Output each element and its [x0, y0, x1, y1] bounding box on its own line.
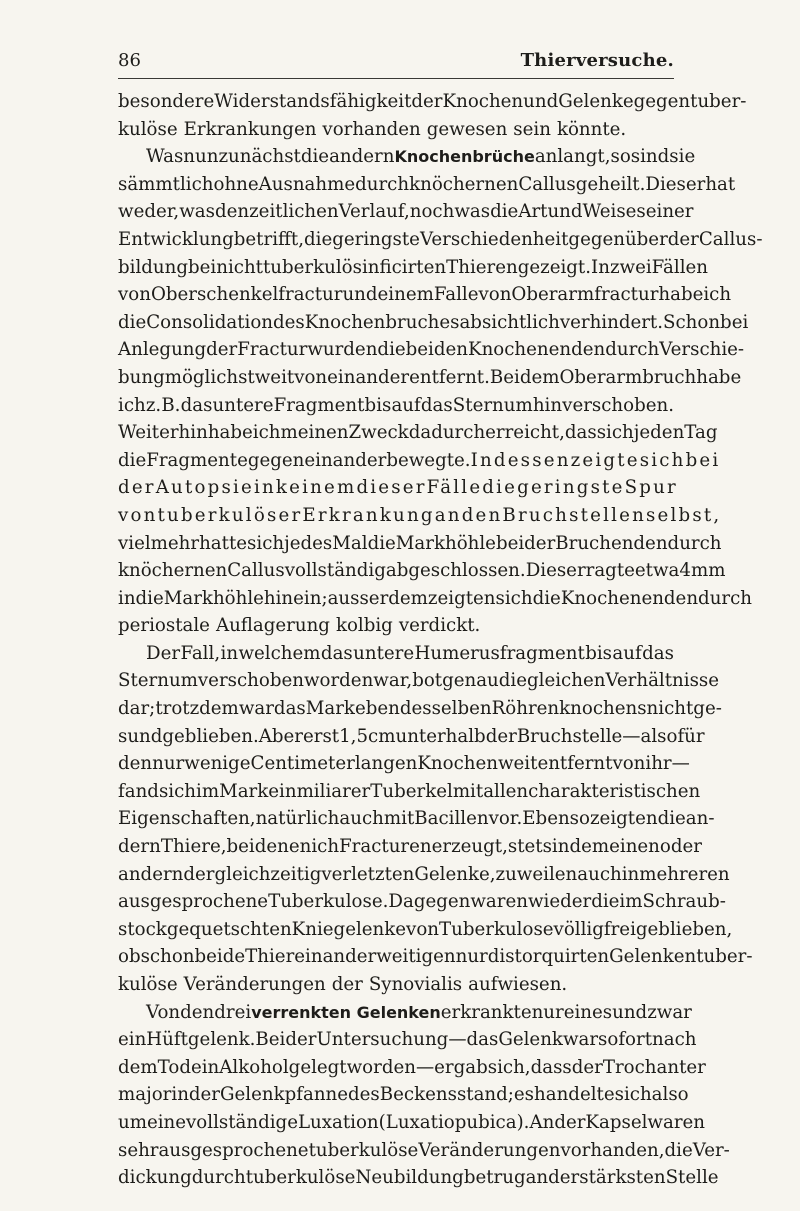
text-line: weder, was den zeitlichen Verlauf, noch was die Art und Weise seiner [118, 201, 694, 223]
text-line: fand sich im Mark ein miliarer Tuberkel mit allen charakteristischen [118, 780, 701, 802]
text-line: Eigenschaften, natürlich auch mit Bacillen vor. Ebenso zeigten die an- [118, 808, 715, 830]
text-line: um eine vollständige Luxation (Luxatio pubica). An der Kapsel waren [118, 1111, 706, 1133]
text-line: knöchernen Callus vollständig abgeschlossen. Dieser ragte etwa 4 mm [118, 560, 726, 582]
text-line: Entwicklung betrifft, die geringste Verschiedenheit gegenüber der Callus- [118, 228, 763, 250]
text-line: ich z. B. das untere Fragment bis auf das Sternum hin verschoben. [118, 394, 674, 416]
text-line: andern der gleichzeitig verletzten Gelenke, zuweilen auch in mehreren [118, 863, 730, 885]
text-line: dickung durch tuberkulöse Neubildung betrug an der stärksten Stelle [118, 1167, 719, 1189]
text-line: periostale Auflagerung kolbig verdickt. [118, 615, 481, 637]
text-line: sehr ausgesprochene tuberkulöse Veränderungen vorhanden, die Ver- [118, 1139, 730, 1161]
text-line: Von den drei verrenkten Gelenken erkrankte nur eines und zwar [146, 1001, 692, 1023]
text-line: ein Hüftgelenk. Bei der Untersuchung — das Gelenk war sofort nach [118, 1029, 697, 1051]
text-line: von tuberkulöser Erkrankung an den Bruchstellen selbst, [118, 504, 722, 526]
running-head [118, 50, 674, 79]
text-line: ausgesprochene Tuberkulose. Dagegen waren wieder die im Schraub- [118, 891, 726, 913]
text-line: major in der Gelenkpfanne des Beckens stand; es handelte sich also [118, 1084, 689, 1106]
text-line: in die Markhöhle hinein; ausserdem zeigten sich die Knochenenden durch [118, 587, 752, 609]
page-title: Thierversuche. [520, 50, 674, 71]
text-line: dem Tode in Alkohol gelegt worden — ergab sich, dass der Trochanter [118, 1056, 706, 1078]
text-line: sämmtlich ohne Ausnahme durch knöchernen Callus geheilt. Dieser hat [118, 173, 736, 195]
text-line: bildung bei nicht tuberkulös inficirten Thieren gezeigt. In zwei Fällen [118, 256, 709, 278]
text-line: dar; trotzdem war das Mark eben desselben Röhrenknochens nicht ge- [118, 698, 722, 720]
text-line: kulöse Veränderungen der Synovialis aufwiesen. [118, 974, 568, 995]
text-line: obschon beide Thiere in anderweitigen nur distorquirten Gelenken tuber- [118, 946, 753, 968]
text-line: der Autopsie in keinem dieser Fälle die geringste Spur [118, 477, 678, 499]
text-line: sund geblieben. Aber erst 1,5 cm unterhalb der Bruchstelle — also für [118, 725, 705, 747]
body-text [118, 88, 763, 1192]
text-line: die Consolidation des Knochenbruches absichtlich verhindert. Schon bei [118, 311, 749, 333]
text-line: bung möglichst weit von einander entfernt. Bei dem Oberarmbruch habe [118, 366, 742, 388]
text-line: dern Thiere, bei denen ich Fracturen erzeugt, stets in dem einen oder [118, 836, 702, 858]
text-line: kulöse Erkrankungen vorhanden gewesen sein könnte. [118, 118, 627, 140]
text-line: Weiterhin habe ich meinen Zweck dadurch erreicht, dass ich jeden Tag [118, 422, 718, 444]
page-number: 86 [118, 50, 141, 71]
text-line: vielmehr hatte sich jedes Mal die Markhöhle beider Bruchenden durch [118, 532, 722, 554]
text-line: Der Fall, in welchem das untere Humerusfragment bis auf das [146, 642, 674, 664]
text-line: von Oberschenkelfractur und einem Falle von Oberarmfractur habe ich [118, 284, 732, 306]
text-line: Anlegung der Fractur wurden die beiden Knochenenden durch Verschie- [118, 339, 745, 361]
text-line: besondere Widerstandsfähigkeit der Knochen und Gelenke gegen tuber- [118, 91, 747, 112]
text-line: Was nun zunächst die andern Knochenbrüche anlangt, so sind sie [146, 146, 696, 168]
text-line: Sternum verschoben worden war, bot genau die gleichen Verhältnisse [118, 670, 720, 692]
text-line: stock gequetschten Kniegelenke von Tuberkulose völlig frei geblieben, [118, 918, 733, 940]
text-line: die Fragmente gegen einander bewegte. Indessen zeigte sich bei [118, 449, 721, 471]
text-line: den nur wenige Centimeter langen Knochen weit entfernt von ihr — [118, 753, 690, 775]
